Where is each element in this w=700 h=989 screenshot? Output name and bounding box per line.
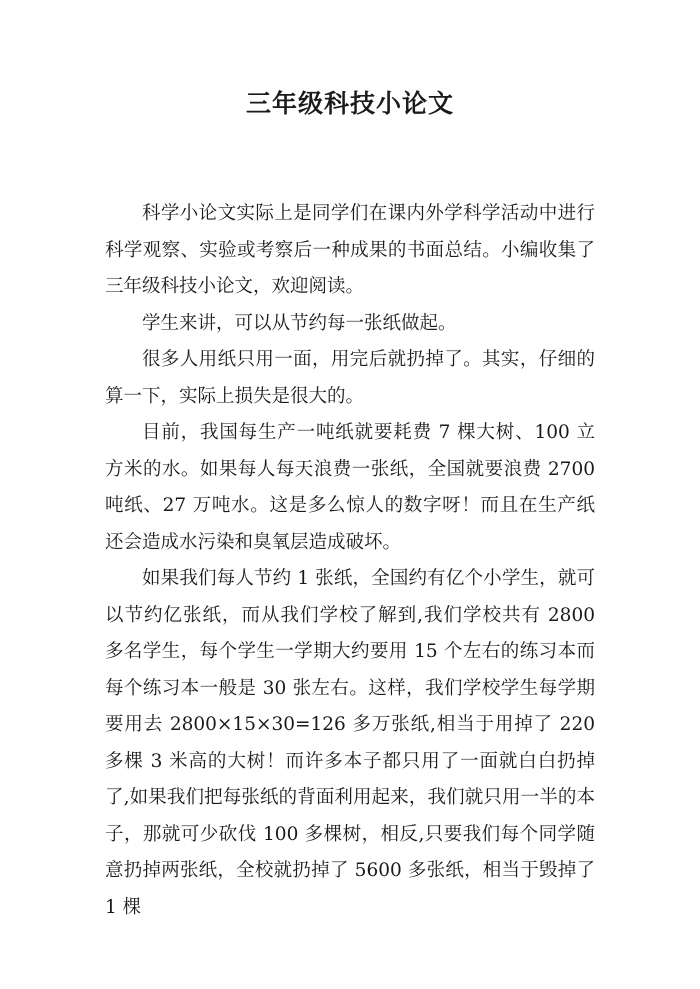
paragraph-one-side: 很多人用纸只用一面，用完后就扔掉了。其实，仔细的算一下，实际上损失是很大的。 (105, 349, 595, 407)
paragraph-intro: 科学小论文实际上是同学们在课内外学科学活动中进行科学观察、实验或考察后一种成果的书面总结。小编收集了三年级科技小论文，欢迎阅读。 (105, 203, 595, 297)
document-title: 三年级科技小论文 (245, 89, 454, 118)
paragraph-national-cost: 目前，我国每生产一吨纸就要耗费 7 棵大树、100 立方米的水。如果每人每天浪费一张纸，全国就要浪费 2700 吨纸、27 万吨水。这是多么惊人的数字呀！而且在生产纸还会造成水污染和臭氧层造成破坏。 (105, 422, 595, 553)
paragraph-school-calculation: 如果我们每人节约 1 张纸，全国约有亿个小学生，就可以节约亿张纸，而从我们学校了解到,我们学校共有 2800 多名学生，每个学生一学期大约要用 15 个左右的练习本而每个练习本一般是 30 张左右。这样，我们学校学生每学期要用去 2800×15×30=126 多万张纸,相当于用掉了 220 多棵 3 米高的大树！而许多本子都只用了一面就白白扔掉了,如果我们把每张纸的背面利用起来，我们就只用一半的本子，那就可少砍伐 100 多棵树，相反,只要我们每个同学随意扔掉两张纸，全校就扔掉了 5600 多张纸，相当于毁掉了 1 棵 (105, 568, 595, 918)
paragraph-save-paper: 学生来讲，可以从节约每一张纸做起。 (142, 312, 457, 334)
document-body (105, 196, 595, 926)
